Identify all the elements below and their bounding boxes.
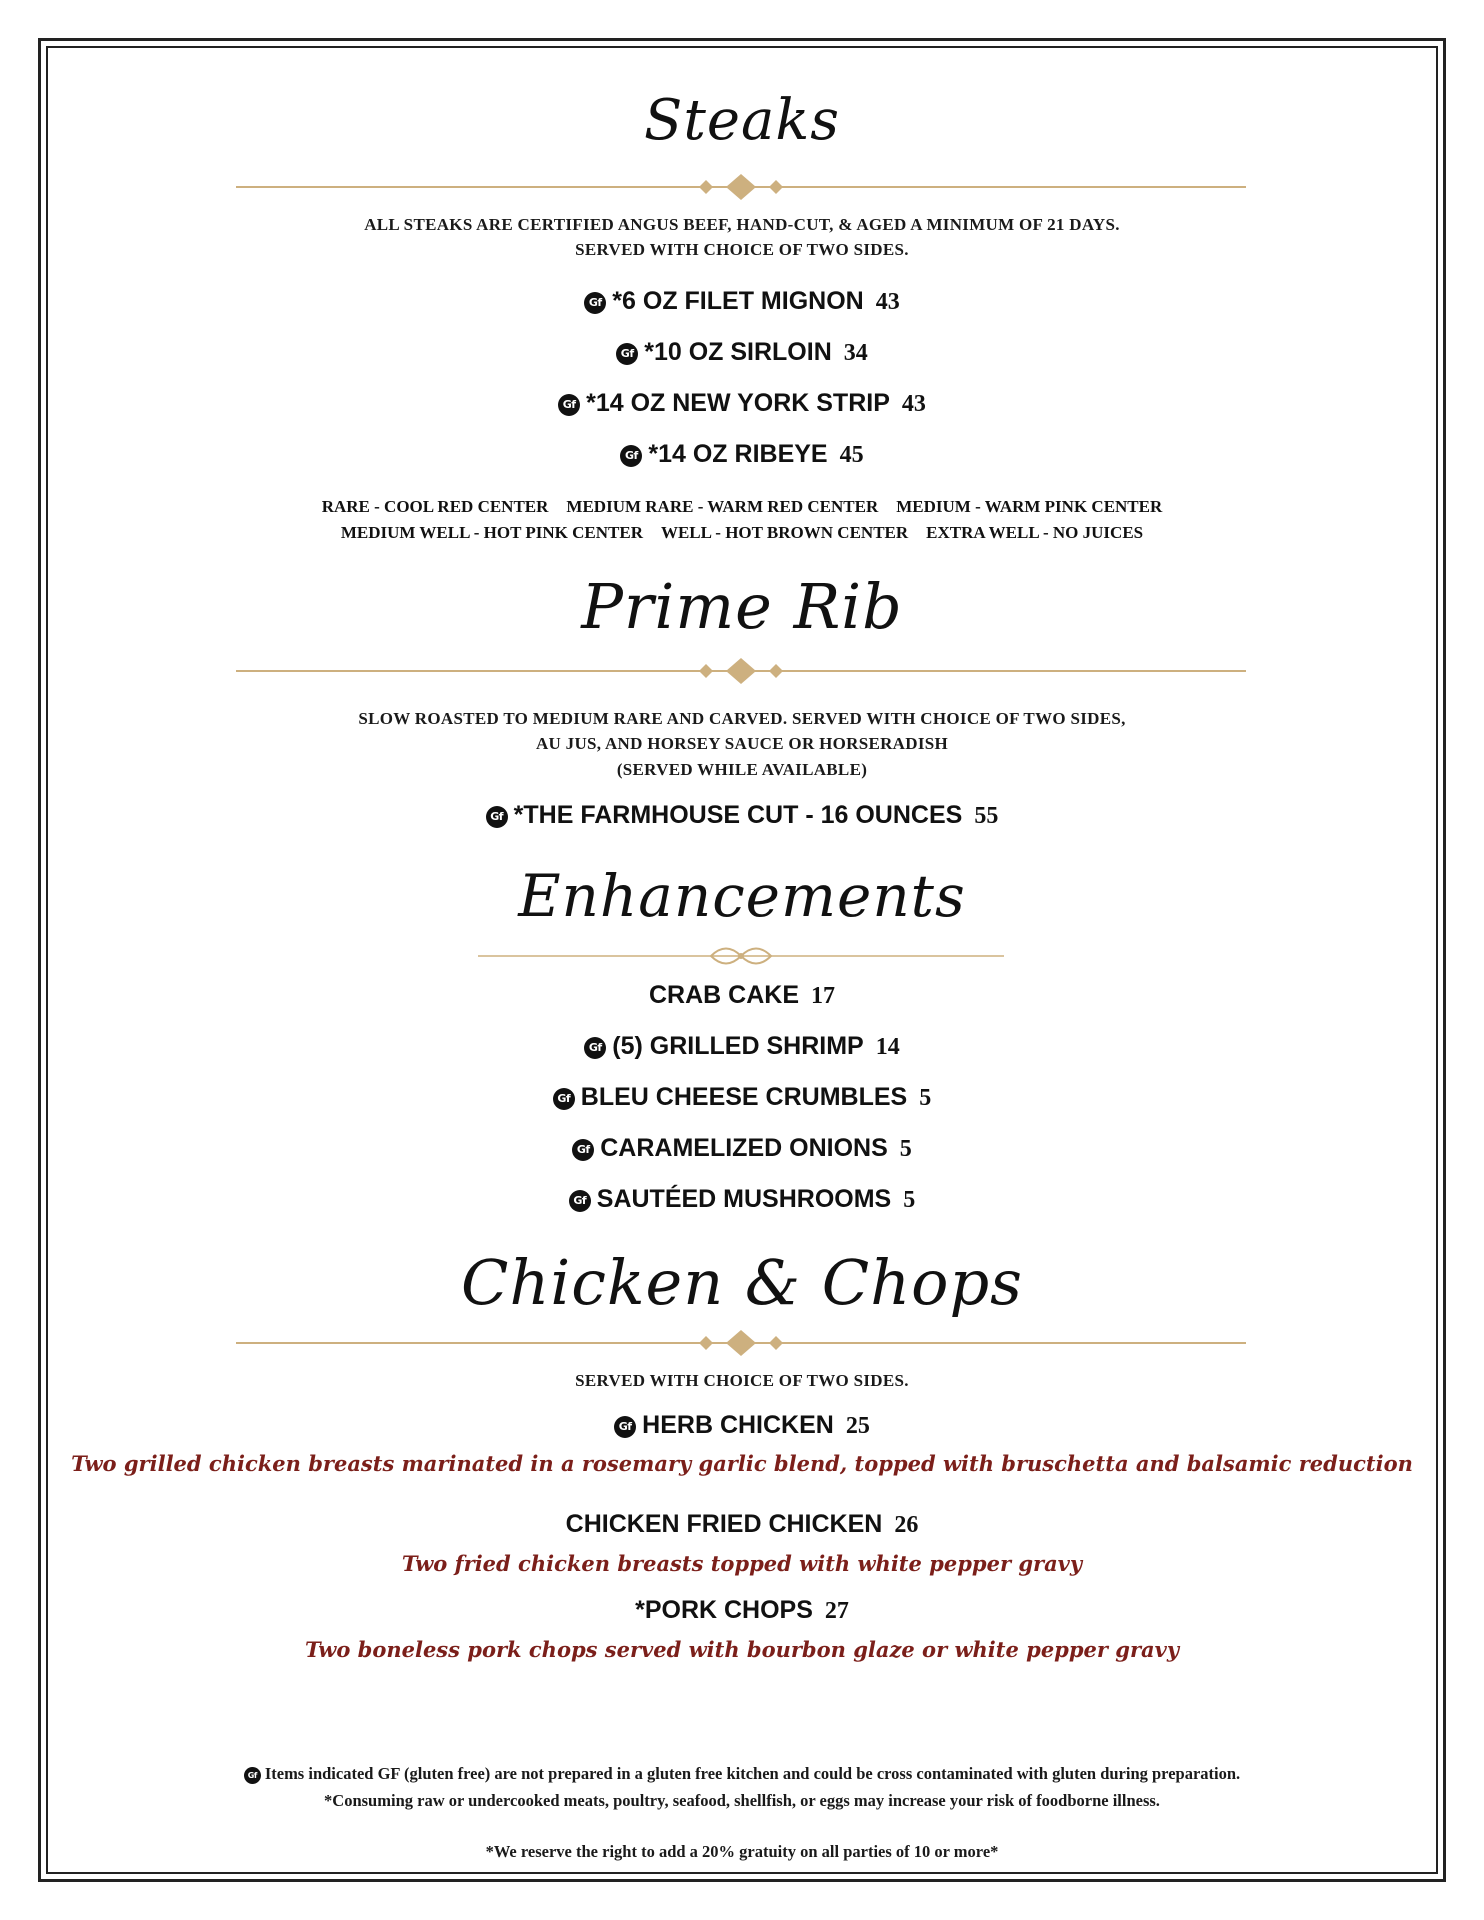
steaks-note-line1: ALL STEAKS ARE CERTIFIED ANGUS BEEF, HAND-CUT, & AGED A MINIMUM OF 21 DAYS. [364, 215, 1120, 234]
item-price: 43 [901, 391, 926, 417]
item-price: 25 [845, 1413, 870, 1439]
steaks-note-line2: SERVED WITH CHOICE OF TWO SIDES. [575, 240, 909, 259]
gluten-free-icon: Gf [244, 1767, 261, 1784]
menu-item-bleu-cheese [0, 1080, 1484, 1115]
herb-chicken-description: Two grilled chicken breasts marinated in a rosemary garlic blend, topped with bruschetta and balsamic reduction [71, 1451, 1413, 1476]
item-name: BLEU CHEESE CRUMBLES [580, 1083, 908, 1111]
prime-rib-divider [236, 656, 1246, 686]
doneness-medium-well: MEDIUM WELL - HOT PINK CENTER [340, 523, 643, 542]
chicken-chops-divider [236, 1328, 1246, 1358]
menu-item-sirloin [0, 335, 1484, 370]
item-price: 27 [824, 1598, 849, 1624]
menu-item-pork-chops [0, 1593, 1484, 1628]
menu-item-crab-cake [0, 978, 1484, 1013]
footer-gf-disclaimer [0, 1760, 1484, 1787]
doneness-extra-well: EXTRA WELL - NO JUICES [926, 523, 1144, 542]
gluten-free-icon: Gf [584, 1037, 606, 1059]
item-name: *14 OZ RIBEYE [648, 440, 828, 468]
item-price: 5 [919, 1085, 932, 1111]
gluten-free-icon: Gf [584, 292, 606, 314]
gluten-free-icon: Gf [553, 1088, 575, 1110]
item-price: 5 [899, 1136, 912, 1162]
doneness-guide-row1 [0, 494, 1484, 520]
item-price: 55 [974, 803, 999, 829]
item-name: *14 OZ NEW YORK STRIP [586, 389, 890, 417]
prime-rib-note-line3: (SERVED WHILE AVAILABLE) [616, 760, 868, 779]
doneness-medium: MEDIUM - WARM PINK CENTER [896, 497, 1163, 516]
steaks-divider [236, 172, 1246, 202]
item-name: *6 OZ FILET MIGNON [612, 287, 864, 315]
gluten-free-icon: Gf [569, 1190, 591, 1212]
doneness-well: WELL - HOT BROWN CENTER [660, 523, 909, 542]
gluten-free-icon: Gf [616, 343, 638, 365]
enhancements-title: Enhancements [518, 862, 966, 930]
item-price: 43 [875, 289, 900, 315]
chicken-fried-chicken-description: Two fried chicken breasts topped with white pepper gravy [401, 1551, 1083, 1576]
chicken-chops-title: Chicken & Chops [461, 1246, 1023, 1319]
item-price: 34 [843, 340, 868, 366]
item-price: 14 [875, 1034, 900, 1060]
gluten-free-icon: Gf [620, 445, 642, 467]
prime-rib-note-line2: AU JUS, AND HORSEY SAUCE OR HORSERADISH [535, 734, 949, 753]
item-name: CHICKEN FRIED CHICKEN [565, 1510, 883, 1538]
menu-item-herb-chicken [0, 1408, 1484, 1443]
item-name: CRAB CAKE [649, 981, 799, 1009]
item-name: *PORK CHOPS [635, 1596, 813, 1624]
doneness-medium-rare: MEDIUM RARE - WARM RED CENTER [566, 497, 879, 516]
menu-item-ribeye [0, 437, 1484, 472]
gluten-free-icon: Gf [486, 806, 508, 828]
item-name: HERB CHICKEN [642, 1411, 834, 1439]
doneness-guide-row2 [0, 520, 1484, 546]
item-price: 5 [903, 1187, 916, 1213]
item-name: SAUTÉED MUSHROOMS [596, 1185, 892, 1213]
enhancements-divider [478, 944, 1004, 968]
menu-item-new-york-strip [0, 386, 1484, 421]
footer-raw-meat-warning: *Consuming raw or undercooked meats, poultry, seafood, shellfish, or eggs may increase your risk of foodborne illness. [324, 1791, 1160, 1810]
footer-gratuity-note: *We reserve the right to add a 20% gratuity on all parties of 10 or more* [485, 1842, 999, 1861]
item-name: *10 OZ SIRLOIN [644, 338, 832, 366]
item-name: CARAMELIZED ONIONS [600, 1134, 888, 1162]
menu-item-caramelized-onions [0, 1131, 1484, 1166]
menu-item-filet-mignon [0, 284, 1484, 319]
menu-item-grilled-shrimp [0, 1029, 1484, 1064]
prime-rib-title: Prime Rib [581, 570, 903, 643]
menu-item-farmhouse-cut [0, 798, 1484, 833]
item-name: *THE FARMHOUSE CUT - 16 OUNCES [513, 801, 963, 829]
item-name: (5) GRILLED SHRIMP [612, 1032, 864, 1060]
steaks-title: Steaks [643, 88, 841, 153]
gluten-free-icon: Gf [572, 1139, 594, 1161]
chicken-chops-note: SERVED WITH CHOICE OF TWO SIDES. [575, 1371, 909, 1390]
prime-rib-note-line1: SLOW ROASTED TO MEDIUM RARE AND CARVED. SERVED WITH CHOICE OF TWO SIDES, [358, 709, 1126, 728]
pork-chops-description: Two boneless pork chops served with bourbon glaze or white pepper gravy [304, 1637, 1180, 1662]
item-price: 26 [894, 1512, 919, 1538]
menu-item-chicken-fried-chicken [0, 1507, 1484, 1542]
doneness-rare: RARE - COOL RED CENTER [321, 497, 549, 516]
gluten-free-icon: Gf [614, 1416, 636, 1438]
footer-gf-text: Items indicated GF (gluten free) are not prepared in a gluten free kitchen and could be cross contaminated with gluten during preparation. [264, 1764, 1241, 1783]
item-price: 17 [811, 983, 835, 1009]
gluten-free-icon: Gf [558, 394, 580, 416]
menu-item-sauteed-mushrooms [0, 1182, 1484, 1217]
item-price: 45 [839, 442, 864, 468]
